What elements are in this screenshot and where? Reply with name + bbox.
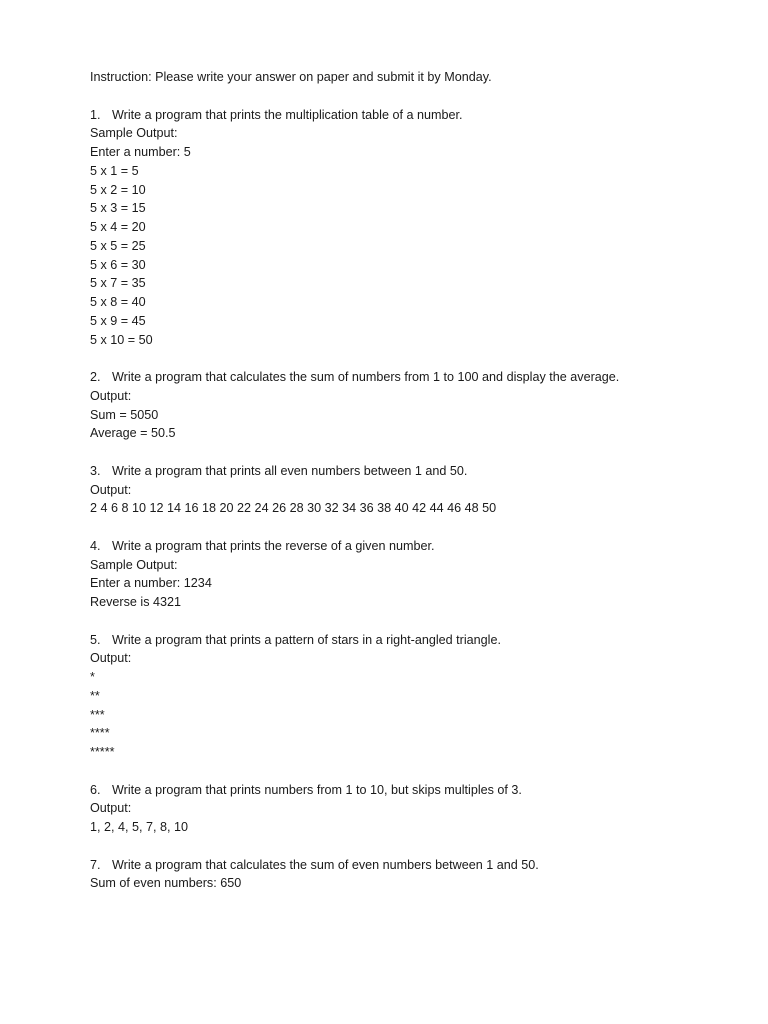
question-prompt	[90, 462, 730, 481]
question-number: 1.	[90, 107, 101, 122]
spacer	[90, 837, 730, 856]
question-prompt	[90, 368, 730, 387]
instruction-text: Instruction: Please write your answer on paper and submit it by Monday.	[90, 70, 492, 84]
output-line: 5 x 8 = 40	[90, 295, 146, 309]
output-line: Average = 50.5	[90, 426, 176, 441]
output-line: 5 x 1 = 5	[90, 163, 139, 178]
question-prompt	[90, 856, 730, 875]
output-line: 5 x 3 = 15	[90, 201, 146, 216]
spacer	[90, 612, 730, 631]
spacer	[90, 762, 730, 781]
question-3	[90, 462, 730, 518]
output-line: Output:	[90, 651, 132, 666]
output-line: ***	[90, 707, 105, 722]
question-6	[90, 781, 730, 837]
output-line: 5 x 2 = 10	[90, 182, 146, 197]
output-line: Sample Output:	[90, 126, 178, 141]
output-line: Enter a number: 1234	[90, 576, 212, 591]
spacer	[90, 518, 730, 537]
question-number: 4.	[90, 538, 101, 553]
spacer	[90, 443, 730, 462]
output-line: 5 x 4 = 20	[90, 220, 146, 234]
output-line: 5 x 10 = 50	[90, 332, 153, 347]
output-line: ****	[90, 726, 110, 741]
question-number: 3.	[90, 463, 101, 478]
question-2	[90, 368, 730, 443]
question-number: 2.	[90, 370, 101, 384]
question-prompt-text: Write a program that prints the multiplication table of a number.	[112, 107, 463, 122]
output-line: Sample Output:	[90, 557, 178, 572]
question-prompt-text: Write a program that prints all even numbers between 1 and 50.	[112, 463, 468, 478]
output-line: *****	[90, 745, 115, 759]
question-number: 7.	[90, 857, 101, 872]
output-line: 5 x 7 = 35	[90, 276, 146, 291]
question-5	[90, 631, 730, 762]
question-7	[90, 856, 730, 894]
question-number: 5.	[90, 632, 101, 647]
output-line: 2 4 6 8 10 12 14 16 18 20 22 24 26 28 30 32 34 36 38 40 42 44 46 48 50	[90, 501, 497, 516]
output-line: *	[90, 670, 95, 684]
document-body	[90, 68, 730, 893]
question-number: 6.	[90, 782, 101, 797]
question-prompt-text: Write a program that prints numbers from 1 to 10, but skips multiples of 3.	[112, 782, 522, 797]
output-line: Reverse is 4321	[90, 595, 182, 609]
spacer	[90, 349, 730, 368]
output-line: 5 x 5 = 25	[90, 238, 146, 253]
output-line: 5 x 9 = 45	[90, 313, 146, 328]
output-line: Enter a number: 5	[90, 145, 191, 159]
spacer	[90, 87, 730, 106]
output-line: Output:	[90, 388, 132, 403]
output-line: 1, 2, 4, 5, 7, 8, 10	[90, 820, 189, 834]
question-prompt	[90, 631, 730, 650]
question-prompt-text: Write a program that prints a pattern of stars in a right-angled triangle.	[112, 632, 501, 647]
output-line: **	[90, 688, 100, 703]
question-4	[90, 537, 730, 612]
question-prompt	[90, 106, 730, 125]
question-prompt-text: Write a program that prints the reverse of a given number.	[112, 538, 435, 553]
output-line: Output:	[90, 482, 132, 497]
question-prompt-text: Write a program that calculates the sum of even numbers between 1 and 50.	[112, 857, 539, 872]
output-line: Sum of even numbers: 650	[90, 876, 242, 891]
question-1	[90, 106, 730, 350]
question-prompt	[90, 781, 730, 800]
output-line: Sum = 5050	[90, 407, 159, 422]
output-line: 5 x 6 = 30	[90, 257, 146, 272]
output-line: Output:	[90, 801, 132, 816]
question-prompt-text: Write a program that calculates the sum of numbers from 1 to 100 and display the average.	[112, 370, 620, 384]
question-prompt	[90, 537, 730, 556]
